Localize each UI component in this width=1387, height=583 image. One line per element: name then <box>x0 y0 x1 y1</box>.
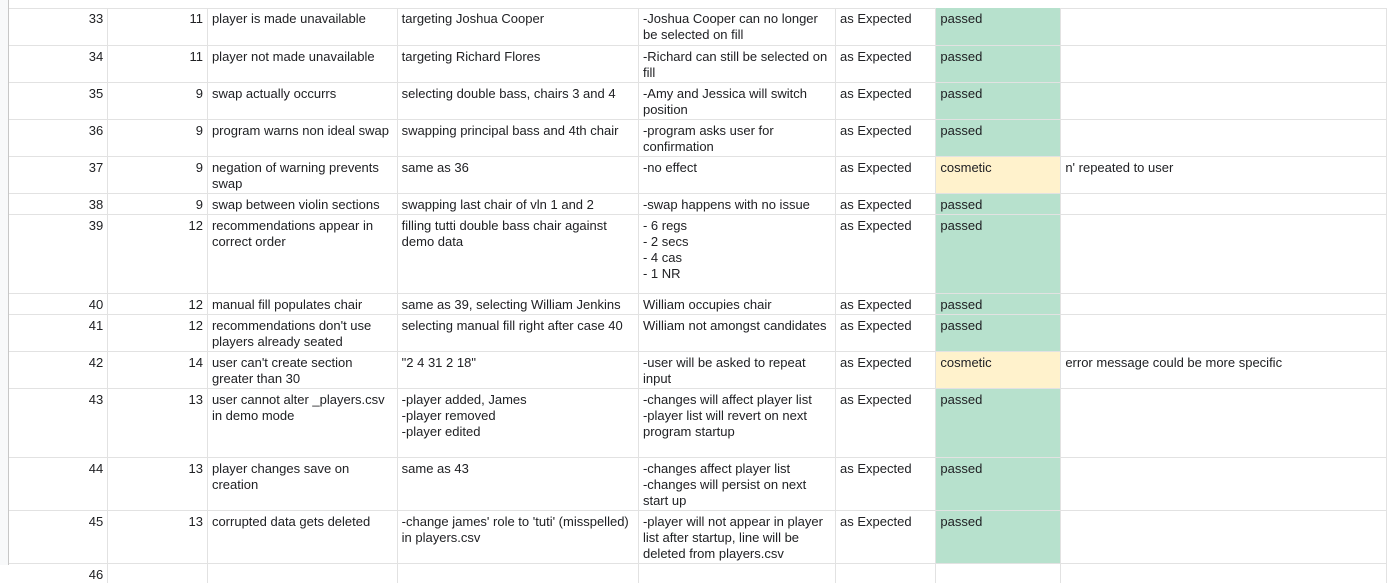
status-cell[interactable]: passed <box>936 314 1061 351</box>
status-cell[interactable]: cosmetic <box>936 351 1061 388</box>
table-row <box>8 8 1387 45</box>
actual-result-cell[interactable]: as Expected <box>836 510 936 563</box>
description-cell[interactable]: user can't create section greater than 30 <box>207 351 397 388</box>
actual-result-cell[interactable]: as Expected <box>836 293 936 314</box>
description-cell[interactable]: user cannot alter _players.csv in demo mode <box>207 388 397 457</box>
actual-result-cell[interactable]: as Expected <box>836 314 936 351</box>
input-cell[interactable]: swapping last chair of vln 1 and 2 <box>397 193 638 214</box>
input-cell[interactable]: "2 4 31 2 18" <box>397 351 638 388</box>
input-cell[interactable]: selecting double bass, chairs 3 and 4 <box>397 82 638 119</box>
description-cell[interactable]: player changes save on creation <box>207 457 397 510</box>
description-cell[interactable]: program warns non ideal swap <box>207 119 397 156</box>
table-row <box>8 45 1387 82</box>
actual-result-cell[interactable]: as Expected <box>836 82 936 119</box>
input-cell[interactable]: filling tutti double bass chair against demo data <box>397 214 638 293</box>
notes-cell[interactable] <box>1061 293 1387 314</box>
table-row <box>8 82 1387 119</box>
table-row <box>8 193 1387 214</box>
table-row <box>8 156 1387 193</box>
test-cases-table <box>8 8 1387 583</box>
status-cell[interactable]: passed <box>936 193 1061 214</box>
actual-result-cell[interactable] <box>836 563 936 583</box>
status-cell[interactable]: passed <box>936 457 1061 510</box>
input-cell[interactable]: swapping principal bass and 4th chair <box>397 119 638 156</box>
priority-cell[interactable]: 13 <box>108 510 208 563</box>
notes-cell[interactable]: n' repeated to user <box>1061 156 1387 193</box>
status-cell[interactable]: cosmetic <box>936 156 1061 193</box>
expected-result-cell[interactable]: William not amongst candidates <box>638 314 835 351</box>
table-body <box>8 8 1387 583</box>
input-cell[interactable]: targeting Richard Flores <box>397 45 638 82</box>
status-cell[interactable]: passed <box>936 388 1061 457</box>
input-cell[interactable]: same as 36 <box>397 156 638 193</box>
row-header-gutter <box>0 0 9 565</box>
case-id-cell[interactable]: 34 <box>8 45 108 82</box>
expected-result-cell[interactable]: -swap happens with no issue <box>638 193 835 214</box>
expected-result-cell[interactable]: -Amy and Jessica will switch position <box>638 82 835 119</box>
case-id-cell[interactable]: 38 <box>8 193 108 214</box>
table-row <box>8 119 1387 156</box>
case-id-cell[interactable]: 35 <box>8 82 108 119</box>
case-id-cell[interactable]: 36 <box>8 119 108 156</box>
table-row <box>8 457 1387 510</box>
description-cell[interactable]: recommendations appear in correct order <box>207 214 397 293</box>
case-id-cell[interactable]: 44 <box>8 457 108 510</box>
case-id-cell[interactable]: 37 <box>8 156 108 193</box>
table-row <box>8 351 1387 388</box>
status-cell[interactable]: passed <box>936 214 1061 293</box>
priority-cell[interactable]: 9 <box>108 193 208 214</box>
notes-cell[interactable] <box>1061 8 1387 45</box>
table-row <box>8 314 1387 351</box>
description-cell[interactable]: negation of warning prevents swap <box>207 156 397 193</box>
input-cell[interactable]: selecting manual fill right after case 40 <box>397 314 638 351</box>
expected-result-cell[interactable]: -Joshua Cooper can no longer be selected on fill <box>638 8 835 45</box>
priority-cell[interactable] <box>108 563 208 583</box>
expected-result-cell[interactable]: -no effect <box>638 156 835 193</box>
case-id-cell[interactable]: 43 <box>8 388 108 457</box>
actual-result-cell[interactable]: as Expected <box>836 457 936 510</box>
priority-cell[interactable]: 9 <box>108 156 208 193</box>
priority-cell[interactable]: 14 <box>108 351 208 388</box>
expected-result-cell[interactable]: -changes will affect player list -player list will revert on next program startup <box>638 388 835 457</box>
table-row <box>8 214 1387 293</box>
notes-cell[interactable] <box>1061 510 1387 563</box>
table-row <box>8 293 1387 314</box>
status-cell[interactable]: passed <box>936 119 1061 156</box>
notes-cell[interactable] <box>1061 193 1387 214</box>
case-id-cell[interactable]: 33 <box>8 8 108 45</box>
notes-cell[interactable] <box>1061 457 1387 510</box>
description-cell[interactable]: swap between violin sections <box>207 193 397 214</box>
actual-result-cell[interactable]: as Expected <box>836 388 936 457</box>
actual-result-cell[interactable]: as Expected <box>836 45 936 82</box>
description-cell[interactable]: player not made unavailable <box>207 45 397 82</box>
case-id-cell[interactable]: 39 <box>8 214 108 293</box>
priority-cell[interactable]: 11 <box>108 45 208 82</box>
priority-cell[interactable]: 9 <box>108 119 208 156</box>
status-cell[interactable]: passed <box>936 293 1061 314</box>
priority-cell[interactable]: 9 <box>108 82 208 119</box>
description-cell[interactable]: recommendations don't use players already seated <box>207 314 397 351</box>
case-id-cell[interactable]: 46 <box>8 563 108 583</box>
description-cell[interactable]: manual fill populates chair <box>207 293 397 314</box>
notes-cell[interactable]: error message could be more specific <box>1061 351 1387 388</box>
input-cell[interactable]: targeting Joshua Cooper <box>397 8 638 45</box>
status-cell[interactable]: passed <box>936 510 1061 563</box>
status-cell[interactable] <box>936 563 1061 583</box>
expected-result-cell[interactable]: -program asks user for confirmation <box>638 119 835 156</box>
input-cell[interactable]: same as 39, selecting William Jenkins <box>397 293 638 314</box>
actual-result-cell[interactable]: as Expected <box>836 119 936 156</box>
case-id-cell[interactable]: 42 <box>8 351 108 388</box>
status-cell[interactable]: passed <box>936 45 1061 82</box>
notes-cell[interactable] <box>1061 388 1387 457</box>
actual-result-cell[interactable]: as Expected <box>836 351 936 388</box>
input-cell[interactable]: -change james' role to 'tuti' (misspelled) in players.csv <box>397 510 638 563</box>
priority-cell[interactable]: 11 <box>108 8 208 45</box>
input-cell[interactable] <box>397 563 638 583</box>
case-id-cell[interactable]: 45 <box>8 510 108 563</box>
notes-cell[interactable] <box>1061 314 1387 351</box>
table-row <box>8 510 1387 563</box>
notes-cell[interactable] <box>1061 214 1387 293</box>
expected-result-cell[interactable]: William occupies chair <box>638 293 835 314</box>
expected-result-cell[interactable]: -player will not appear in player list after startup, line will be deleted from players.csv <box>638 510 835 563</box>
priority-cell[interactable]: 13 <box>108 457 208 510</box>
description-cell[interactable]: corrupted data gets deleted <box>207 510 397 563</box>
status-cell[interactable]: passed <box>936 82 1061 119</box>
actual-result-cell[interactable]: as Expected <box>836 156 936 193</box>
actual-result-cell[interactable]: as Expected <box>836 8 936 45</box>
status-cell[interactable]: passed <box>936 8 1061 45</box>
expected-result-cell[interactable]: -changes affect player list -changes will persist on next start up <box>638 457 835 510</box>
description-cell[interactable] <box>207 563 397 583</box>
notes-cell[interactable] <box>1061 119 1387 156</box>
expected-result-cell[interactable]: -Richard can still be selected on fill <box>638 45 835 82</box>
actual-result-cell[interactable]: as Expected <box>836 214 936 293</box>
input-cell[interactable]: same as 43 <box>397 457 638 510</box>
expected-result-cell[interactable]: -user will be asked to repeat input <box>638 351 835 388</box>
priority-cell[interactable]: 13 <box>108 388 208 457</box>
description-cell[interactable]: swap actually occurrs <box>207 82 397 119</box>
priority-cell[interactable]: 12 <box>108 214 208 293</box>
actual-result-cell[interactable]: as Expected <box>836 193 936 214</box>
expected-result-cell[interactable]: - 6 regs - 2 secs - 4 cas - 1 NR <box>638 214 835 293</box>
table-row <box>8 388 1387 457</box>
expected-result-cell[interactable] <box>638 563 835 583</box>
case-id-cell[interactable]: 40 <box>8 293 108 314</box>
notes-cell[interactable] <box>1061 82 1387 119</box>
notes-cell[interactable] <box>1061 563 1387 583</box>
case-id-cell[interactable]: 41 <box>8 314 108 351</box>
table-row <box>8 563 1387 583</box>
input-cell[interactable]: -player added, James -player removed -player edited <box>397 388 638 457</box>
priority-cell[interactable]: 12 <box>108 293 208 314</box>
notes-cell[interactable] <box>1061 45 1387 82</box>
description-cell[interactable]: player is made unavailable <box>207 8 397 45</box>
priority-cell[interactable]: 12 <box>108 314 208 351</box>
